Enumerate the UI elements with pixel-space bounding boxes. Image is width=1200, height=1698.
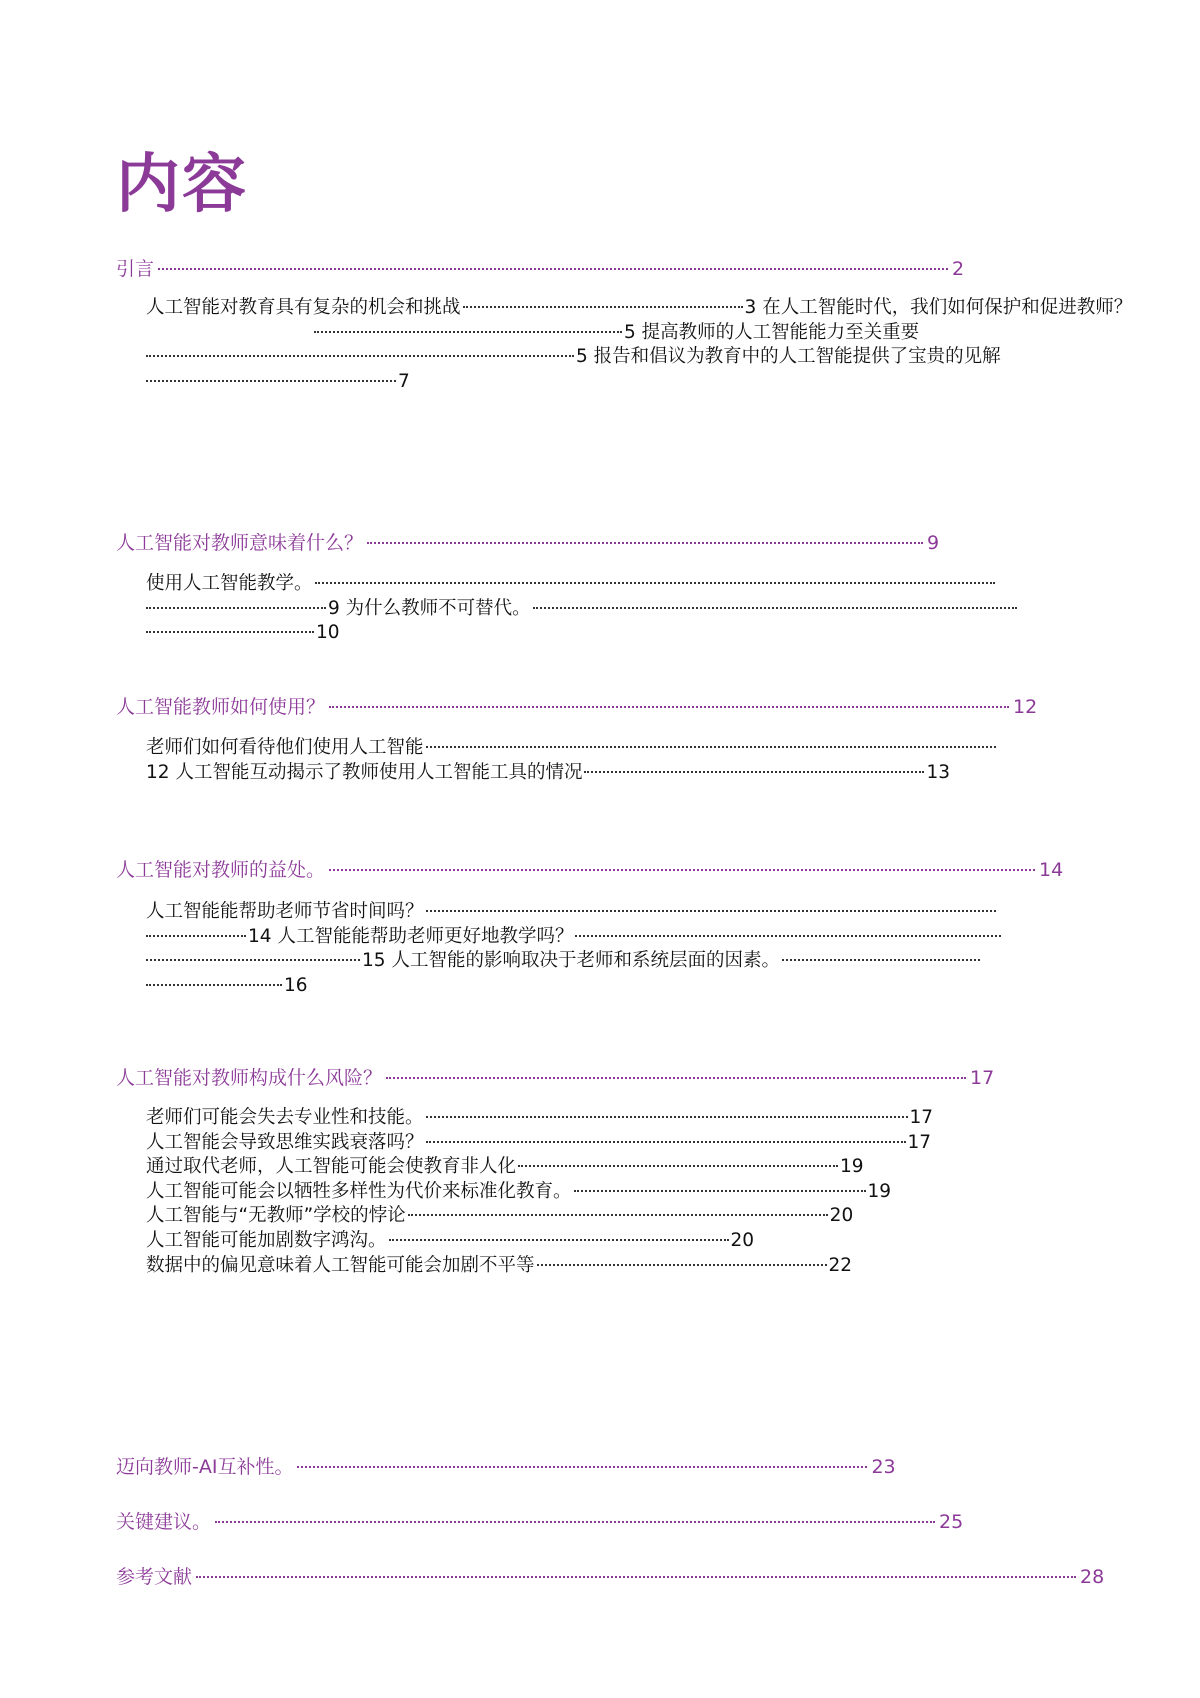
- toc-section-references[interactable]: [116, 1564, 1116, 1590]
- toc-subsection-block: [146, 296, 1133, 394]
- toc-line: [146, 1131, 1066, 1156]
- leader-dots: [386, 1076, 966, 1079]
- toc-line: [146, 1204, 1066, 1229]
- leader-dots: [426, 909, 996, 912]
- toc-entry[interactable]: [762, 297, 1132, 318]
- toc-section-risks[interactable]: [116, 1065, 1036, 1091]
- leader-dots: [518, 1164, 838, 1167]
- toc-page-number: 17: [907, 1131, 932, 1153]
- leader-dots: [146, 379, 396, 382]
- toc-entry-text: 通过取代老师，人工智能可能会使教育非人化: [146, 1156, 517, 1178]
- toc-page-number: 28: [1080, 1566, 1105, 1588]
- toc-page-number: 16: [284, 974, 308, 996]
- toc-page-number: 23: [871, 1456, 896, 1478]
- toc-entry-text: 人工智能可能加剧数字鸿沟。: [146, 1229, 387, 1251]
- toc-subsection-block: [146, 572, 1066, 646]
- page-title: 内容: [116, 148, 248, 222]
- toc-subsection-block: [146, 1106, 1066, 1278]
- toc-line: [146, 621, 1066, 646]
- toc-page-number: 25: [939, 1511, 964, 1533]
- toc-entry[interactable]: [146, 297, 756, 318]
- toc-line: [146, 1155, 1066, 1180]
- toc-page-number: 10: [316, 622, 340, 644]
- leader-dots: [215, 1520, 935, 1523]
- toc-page-number: 5: [576, 346, 588, 368]
- toc-line: [146, 761, 1066, 786]
- toc-entry-text: 人工智能可能会以牺牲多样性为代价来标准化教育。: [146, 1180, 572, 1202]
- toc-line: [146, 1106, 1066, 1131]
- toc-entry-text: 老师们可能会失去专业性和技能。: [146, 1107, 424, 1128]
- toc-entry-text: 为什么教师不可替代。: [345, 597, 531, 619]
- toc-line: [146, 1254, 1066, 1279]
- toc-entry[interactable]: [146, 573, 997, 594]
- toc-subsection-block: [146, 900, 1066, 998]
- leader-dots: [329, 868, 1035, 871]
- toc-section-label: 关键建议。: [116, 1511, 212, 1533]
- toc-entry-text: 人工智能的影响取决于老师和系统层面的因素。: [391, 950, 780, 972]
- toc-section-label: 人工智能对教师构成什么风险？: [116, 1067, 383, 1089]
- toc-line: [146, 572, 1066, 597]
- toc-section-recommendations[interactable]: [116, 1509, 996, 1535]
- leader-dots: [196, 1575, 1076, 1578]
- toc-line: [146, 296, 1133, 321]
- toc-section-label: 人工智能教师如何使用？: [116, 696, 326, 718]
- toc-line: [146, 321, 976, 346]
- leader-dots: [158, 267, 948, 270]
- toc-line: [146, 1229, 1066, 1254]
- toc-page-number: 12: [146, 761, 170, 783]
- toc-section-label: 人工智能对教师的益处。: [116, 859, 326, 881]
- toc-entry-text: 人工智能能帮助老师节省时间吗？: [146, 901, 424, 922]
- toc-line: [146, 345, 1001, 370]
- toc-page-number: 20: [829, 1205, 854, 1227]
- leader-dots: [367, 541, 923, 544]
- toc-page-number: 19: [840, 1156, 864, 1178]
- toc-entry[interactable]: [146, 1230, 754, 1251]
- toc-page-number: 2: [952, 258, 965, 280]
- toc-section-label: 引言: [116, 258, 155, 280]
- toc-entry-text: 老师们如何看待他们使用人工智能: [146, 737, 424, 758]
- toc-entry[interactable]: [146, 1107, 933, 1128]
- toc-entry-text: 数据中的偏见意味着人工智能可能会加剧不平等: [146, 1254, 535, 1276]
- leader-dots: [146, 958, 360, 961]
- leader-dots: [533, 606, 1017, 609]
- toc-page-number: 3: [744, 297, 757, 318]
- toc-section-label: 迈向教师-AI互补性。: [116, 1456, 294, 1478]
- leader-dots: [146, 630, 314, 633]
- leader-dots: [146, 934, 246, 937]
- leader-dots: [575, 934, 1001, 937]
- leader-dots: [426, 1115, 908, 1118]
- leader-dots: [146, 983, 282, 986]
- toc-page-number: 7: [398, 370, 410, 392]
- leader-dots: [329, 705, 1009, 708]
- toc-entry-text: 在人工智能时代，我们如何保护和促进教师？: [762, 297, 1133, 318]
- toc-entry[interactable]: [146, 1205, 853, 1226]
- toc-entry[interactable]: [175, 762, 950, 783]
- toc-page-number: 12: [1013, 696, 1038, 718]
- toc-line: [146, 925, 1066, 950]
- leader-dots: [315, 581, 995, 584]
- toc-entry[interactable]: [594, 346, 1001, 367]
- toc-entry[interactable]: [146, 1255, 852, 1276]
- toc-section-label: 人工智能对教师意味着什么？: [116, 532, 364, 554]
- toc-page-number: 17: [909, 1107, 934, 1128]
- toc-page-number: 17: [970, 1067, 995, 1089]
- toc-section-what-ai-means[interactable]: [116, 530, 996, 556]
- toc-page-number: 20: [730, 1229, 755, 1251]
- toc-entry[interactable]: [146, 1181, 891, 1202]
- toc-entry[interactable]: [146, 901, 998, 922]
- toc-entry[interactable]: [146, 1132, 931, 1153]
- toc-page-number: 13: [926, 761, 950, 783]
- toc-page-number: 22: [828, 1254, 853, 1276]
- leader-dots: [574, 1189, 866, 1192]
- toc-page-number: 19: [867, 1180, 892, 1202]
- toc-page-number: 5: [624, 321, 636, 343]
- toc-entry[interactable]: [642, 322, 920, 343]
- leader-dots: [314, 330, 622, 333]
- toc-section-complementarity[interactable]: [116, 1454, 936, 1480]
- toc-entry-text: 人工智能与“无教师”学校的悖论: [146, 1205, 406, 1227]
- toc-section-introduction[interactable]: [116, 256, 1060, 282]
- toc-line: [146, 900, 1066, 925]
- leader-dots: [146, 606, 326, 609]
- leader-dots: [463, 305, 743, 308]
- toc-entry-text: 使用人工智能教学。: [146, 573, 313, 594]
- toc-entry[interactable]: [277, 926, 1003, 947]
- toc-section-label: 参考文献: [116, 1566, 193, 1588]
- leader-dots: [426, 745, 996, 748]
- toc-line: [146, 736, 1066, 761]
- toc-page-number: 9: [328, 597, 340, 619]
- toc-entry[interactable]: [346, 598, 1019, 619]
- toc-entry[interactable]: [146, 1156, 864, 1177]
- toc-line: [146, 949, 1066, 974]
- toc-entry-text: 人工智能能帮助老师更好地教学吗？: [277, 925, 574, 947]
- leader-dots: [146, 354, 574, 357]
- toc-page-number: 9: [927, 532, 940, 554]
- toc-line: [146, 370, 976, 395]
- toc-entry[interactable]: [146, 737, 998, 758]
- toc-line: [146, 1180, 1066, 1205]
- toc-entry-text: 人工智能对教育具有复杂的机会和挑战: [146, 297, 461, 318]
- toc-page-number: 15: [362, 950, 386, 972]
- leader-dots: [537, 1263, 827, 1266]
- leader-dots: [584, 770, 924, 773]
- toc-page-number: 14: [248, 925, 272, 947]
- leader-dots: [782, 958, 980, 961]
- leader-dots: [426, 1140, 906, 1143]
- toc-line: [146, 597, 1066, 622]
- leader-dots: [389, 1238, 729, 1241]
- toc-subsection-block: [146, 736, 1066, 785]
- toc-entry-text: 人工智能互动揭示了教师使用人工智能工具的情况: [175, 761, 583, 783]
- toc-entry-text: 人工智能会导致思维实践衰落吗？: [146, 1131, 424, 1153]
- toc-entry-text: 提高教师的人工智能能力至关重要: [641, 321, 920, 343]
- leader-dots: [408, 1213, 828, 1216]
- toc-page-number: 14: [1039, 859, 1064, 881]
- toc-entry[interactable]: [391, 950, 982, 971]
- toc-section-benefits[interactable]: [116, 857, 1096, 883]
- leader-dots: [297, 1465, 867, 1468]
- toc-entry-text: 报告和倡议为教育中的人工智能提供了宝贵的见解: [593, 346, 1001, 368]
- toc-section-how-teachers-use-ai[interactable]: [116, 694, 1076, 720]
- toc-line: [146, 974, 1066, 999]
